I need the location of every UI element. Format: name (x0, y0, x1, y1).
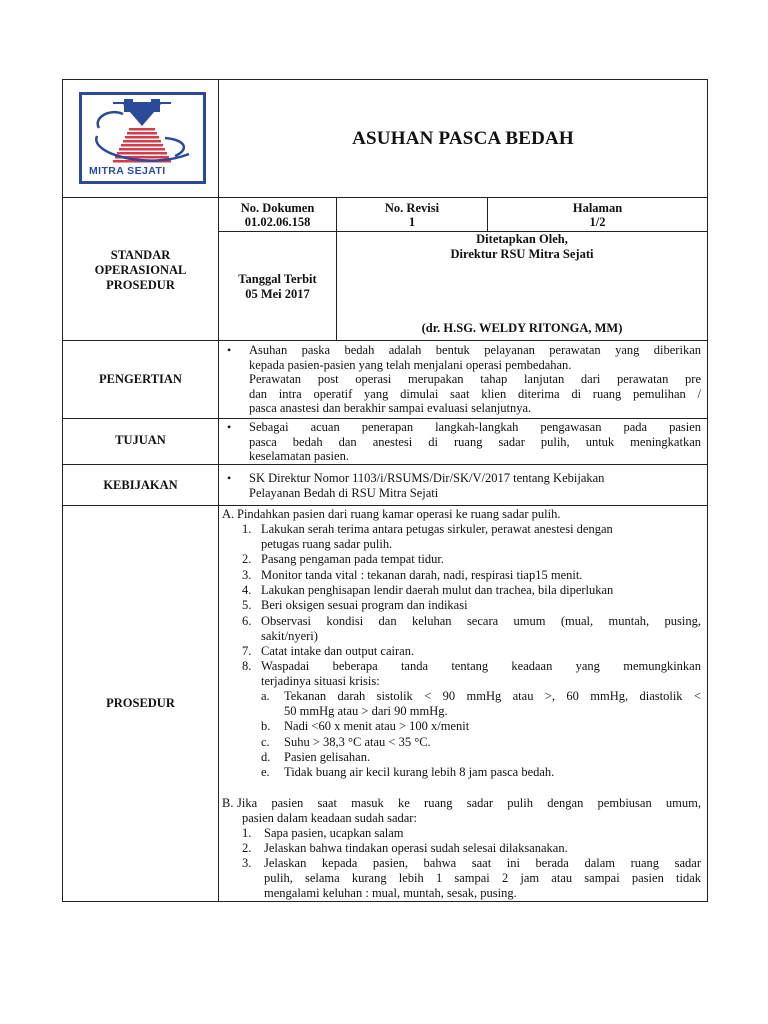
table-line (62, 197, 708, 198)
crisis-marker: e. (261, 765, 270, 779)
crisis-text: Tekanan darah sistolik < 90 mmHg atau >, 60 mmHg, diastolik < (284, 689, 701, 703)
kebijakan-text: SK Direktur Nomor 1103/i/RSUMS/Dir/SK/V/2017 tentang Kebijakan Pelayanan Bedah di RSU Mitra Sejati (249, 471, 605, 500)
issue-date-label: Tanggal Terbit (238, 272, 317, 286)
sop-label-line: STANDAR (110, 248, 171, 262)
step-number: 3. (242, 568, 252, 582)
crisis-marker: b. (261, 719, 271, 733)
crisis-text: Suhu > 38,3 °C atau < 35 °C. (284, 735, 431, 749)
hospital-logo (79, 92, 206, 184)
step-number: 8. (242, 659, 252, 673)
table-line (62, 505, 708, 506)
step-number: 5. (242, 598, 252, 612)
step-text: petugas ruang sadar pulih. (261, 537, 393, 551)
tujuan-label: TUJUAN (115, 433, 166, 447)
table-border-bottom (62, 901, 708, 902)
step-text: Beri oksigen sesuai program dan indikasi (261, 598, 468, 612)
step-text: terjadinya situasi krisis: (261, 674, 380, 688)
crisis-text: 50 mmHg atau > dari 90 mmHg. (284, 704, 448, 718)
bullet-icon: • (227, 471, 232, 485)
crisis-marker: c. (261, 735, 270, 749)
crisis-marker: a. (261, 689, 270, 703)
section-b-marker: B. (222, 796, 234, 810)
step-text: Monitor tanda vital : tekanan darah, nadi, respirasi tiap15 menit. (261, 568, 583, 582)
step-text: Jelaskan kepada pasien, bahwa saat ini berada dalam ruang sadar (264, 856, 701, 870)
crisis-marker: d. (261, 750, 271, 764)
pengertian-label: PENGERTIAN (99, 372, 182, 386)
table-border-top (62, 79, 708, 80)
doc-number-label: No. Dokumen (240, 201, 315, 215)
step-text: pulih, selama kurang lebih 1 sampai 2 jam atau sampai pasien tidak (264, 871, 701, 885)
bullet-icon: • (227, 420, 232, 434)
page-value: 1/2 (589, 215, 606, 229)
crisis-text: Nadi <60 x menit atau > 100 x/menit (284, 719, 470, 733)
step-number: 1. (242, 826, 252, 840)
table-line (62, 340, 708, 341)
tujuan-text: Sebagai acuan penerapan langkah-langkah pengawasan pada pasien pasca bedah dan anestesi di ruang sadar pulih, untuk meningkatkan keselamatan pasien. (249, 420, 701, 463)
established-by: Ditetapkan Oleh, (476, 232, 568, 246)
signer-name: (dr. H.SG. WELDY RITONGA, MM) (421, 321, 623, 335)
section-b-text: Jika pasien saat masuk ke ruang sadar pulih dengan pembiusan umum, (237, 796, 701, 810)
step-text: sakit/nyeri) (261, 629, 318, 643)
revision-value: 1 (408, 215, 416, 229)
doc-number-value: 01.02.06.158 (244, 215, 311, 229)
step-text: Sapa pasien, ucapkan salam (264, 826, 404, 840)
step-text: Observasi kondisi dan keluhan secara umum (mual, muntah, pusing, (261, 614, 701, 628)
issue-date-value: 05 Mei 2017 (245, 287, 310, 301)
step-text: Waspadai beberapa tanda tentang keadaan yang memungkinkan (261, 659, 701, 673)
revision-label: No. Revisi (384, 201, 440, 215)
table-line (62, 464, 708, 465)
prosedur-label: PROSEDUR (106, 696, 175, 710)
table-border-right (707, 79, 708, 902)
step-number: 2. (242, 552, 252, 566)
sop-label (63, 248, 218, 293)
page-label: Halaman (572, 201, 623, 215)
step-text: Jelaskan bahwa tindakan operasi sudah selesai dilaksanakan. (264, 841, 568, 855)
kebijakan-label: KEBIJAKAN (103, 478, 178, 492)
step-number: 7. (242, 644, 252, 658)
step-number: 2. (242, 841, 252, 855)
step-text: Lakukan penghisapan lendir daerah mulut dan trachea, bila diperlukan (261, 583, 614, 597)
step-number: 1. (242, 522, 252, 536)
crisis-text: Pasien gelisahan. (284, 750, 371, 764)
step-number: 4. (242, 583, 252, 597)
pengertian-text: Asuhan paska bedah adalah bentuk pelayanan perawatan yang diberikan kepada pasien-pasien yang telah menjalani operasi pembedahan. Perawatan post operasi merupakan tahap lanjutan dari perawatan pre dan intra operatif yang dimulai saat klien diterima di ruang pemulihan / pasca anastesi dan berakhir sampai evaluasi selanjutnya. (249, 343, 701, 415)
director-title: Direktur RSU Mitra Sejati (450, 247, 594, 261)
step-text: Catat intake dan output cairan. (261, 644, 415, 658)
sop-label-line: OPERASIONAL (94, 263, 187, 277)
section-a-marker: A. (222, 507, 235, 521)
section-a-text: Pindahkan pasien dari ruang kamar operasi ke ruang sadar pulih. (237, 507, 561, 521)
sop-label-line: PROSEDUR (106, 278, 175, 292)
step-number: 3. (242, 856, 252, 870)
step-text: Lakukan serah terima antara petugas sirkuler, perawat anestesi dengan (261, 522, 613, 536)
logo-text: MITRA SEJATI (89, 165, 166, 177)
bullet-icon: • (227, 343, 232, 357)
page-title: ASUHAN PASCA BEDAH (352, 128, 574, 149)
step-number: 6. (242, 614, 252, 628)
crisis-text: Tidak buang air kecil kurang lebih 8 jam pasca bedah. (284, 765, 555, 779)
section-b-text: pasien dalam keadaan sudah sadar: (242, 811, 417, 825)
table-line (62, 418, 708, 419)
step-text: Pasang pengaman pada tempat tidur. (261, 552, 444, 566)
step-text: mengalami keluhan : mual, muntah, sesak, pusing. (264, 886, 517, 900)
